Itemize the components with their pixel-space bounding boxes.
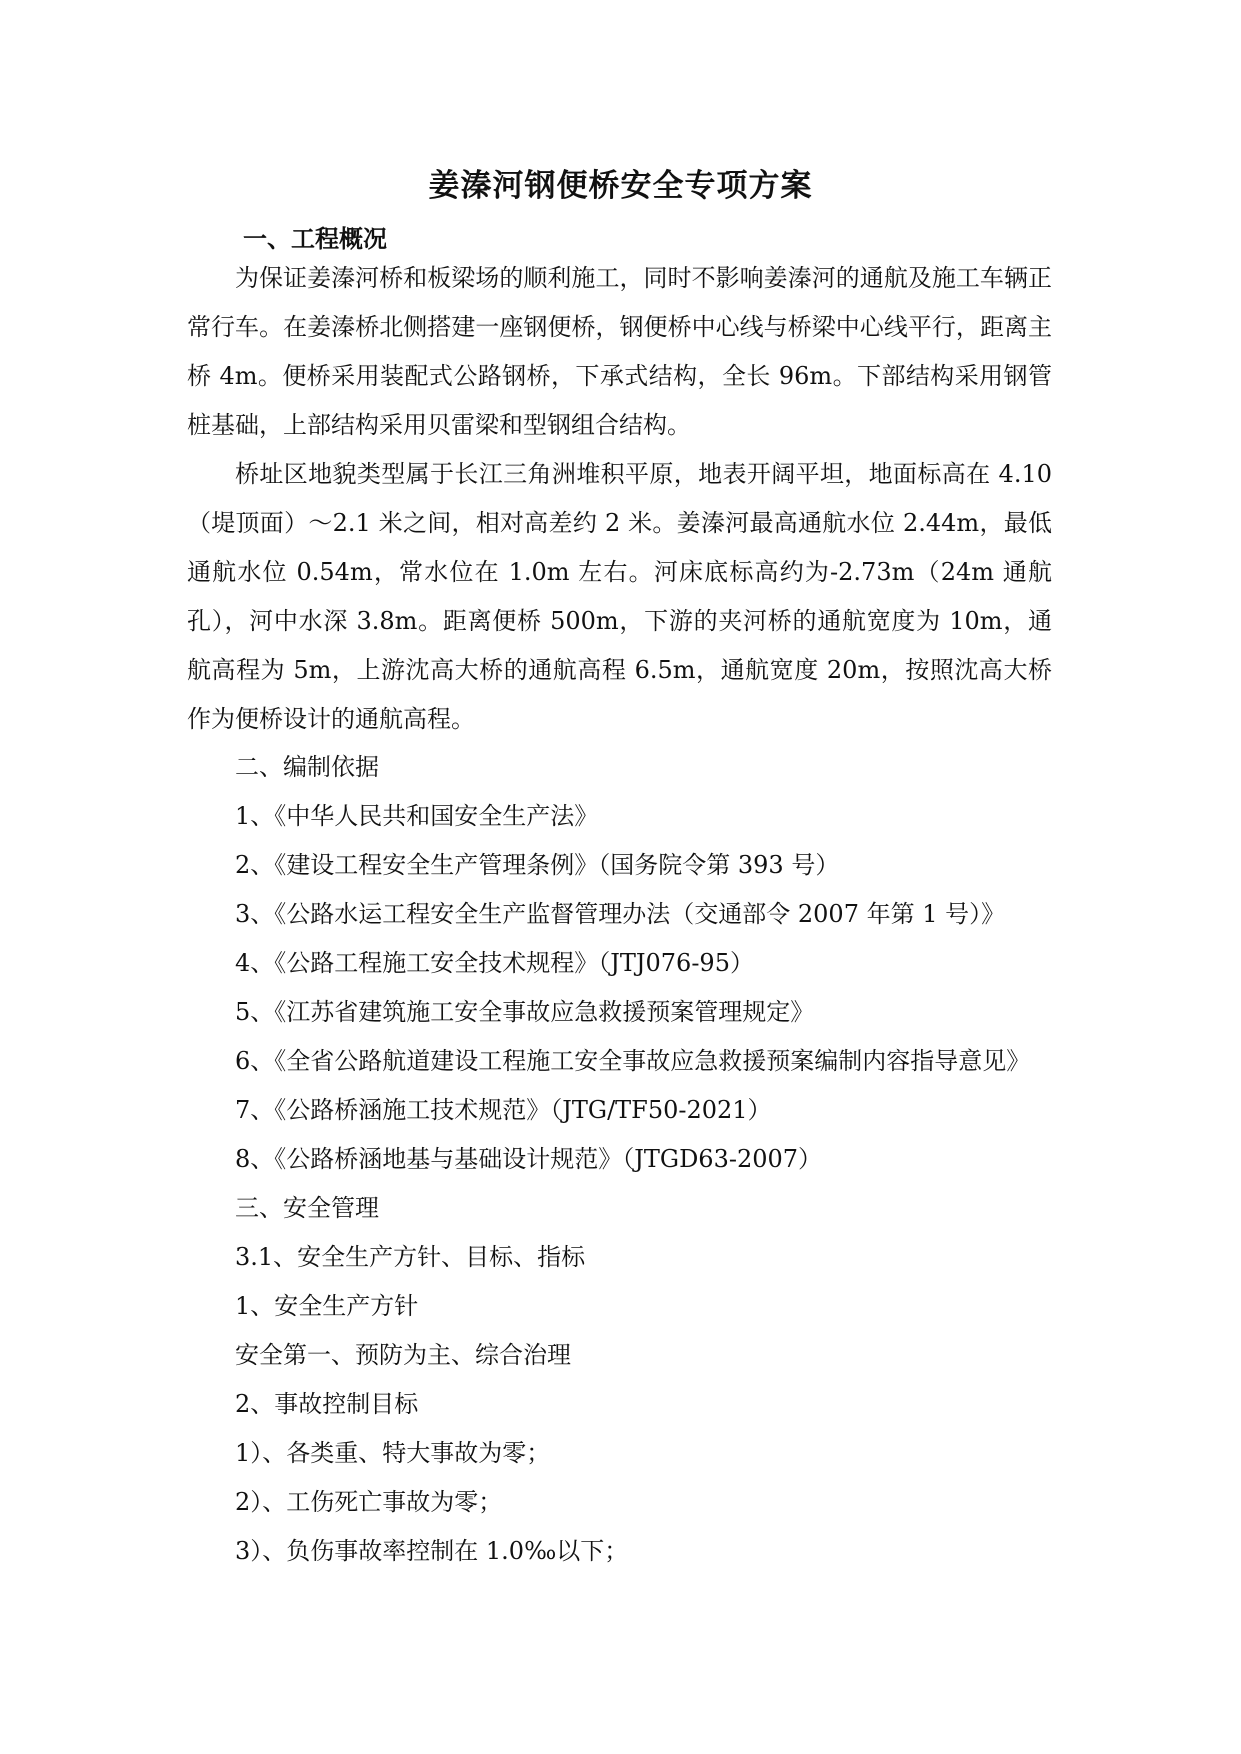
basis-item: 7、《公路桥涵施工技术规范》（JTG/TF50-2021） [235, 1096, 772, 1124]
safety-line: 2、事故控制目标 [235, 1390, 419, 1418]
basis-item: 8、《公路桥涵地基与基础设计规范》（JTGD63-2007） [235, 1145, 823, 1173]
document-title: 姜溱河钢便桥安全专项方案 [428, 168, 813, 204]
safety-line: 3）、负伤事故率控制在 1.0‰以下； [235, 1537, 629, 1565]
safety-line: 安全第一、预防为主、综合治理 [235, 1341, 571, 1369]
section-heading-overview: 一、工程概况 [243, 224, 387, 253]
subsection-heading: 3.1、安全生产方针、目标、指标 [235, 1243, 586, 1271]
basis-item: 1、《中华人民共和国安全生产法》 [235, 802, 599, 830]
basis-item: 6、《全省公路航道建设工程施工安全事故应急救援预案编制内容指导意见》 [235, 1047, 1031, 1075]
safety-line: 2）、工伤死亡事故为零； [235, 1488, 503, 1516]
basis-item: 5、《江苏省建筑施工安全事故应急救援预案管理规定》 [235, 998, 815, 1026]
section-heading-basis: 二、编制依据 [235, 753, 379, 781]
overview-paragraph-1: 为保证姜溱河桥和板梁场的顺利施工，同时不影响姜溱河的通航及施工车辆正常行车。在姜溱桥北侧搭建一座钢便桥，钢便桥中心线与桥梁中心线平行，距离主桥 4m。便桥采用装配式公路钢桥，下承式结构，全长 96m。下部结构采用钢管桩基础，上部结构采用贝雷梁和型钢组合结构。 [187, 264, 1052, 439]
safety-line: 1、安全生产方针 [235, 1292, 419, 1320]
basis-item: 2、《建设工程安全生产管理条例》（国务院令第 393 号） [235, 851, 840, 879]
basis-item: 3、《公路水运工程安全生产监督管理办法（交通部令 2007 年第 1 号）》 [235, 900, 1006, 928]
basis-item: 4、《公路工程施工安全技术规程》（JTJ076-95） [235, 949, 754, 977]
section-heading-safety: 三、安全管理 [235, 1194, 379, 1222]
overview-paragraph-2: 桥址区地貌类型属于长江三角洲堆积平原，地表开阔平坦，地面标高在 4.10（堤顶面）～2.1 米之间，相对高差约 2 米。姜溱河最高通航水位 2.44m，最低通航水位 0.54m，常水位在 1.0m 左右。河床底标高约为-2.73m（24m 通航孔），河中水深 3.8m。距离便桥 500m，下游的夹河桥的通航宽度为 10m，通航高程为 5m，上游沈高大桥的通航高程 6.5m，通航宽度 20m，按照沈高大桥作为便桥设计的通航高程。 [187, 460, 1052, 733]
safety-line: 1）、各类重、特大事故为零； [235, 1439, 551, 1467]
